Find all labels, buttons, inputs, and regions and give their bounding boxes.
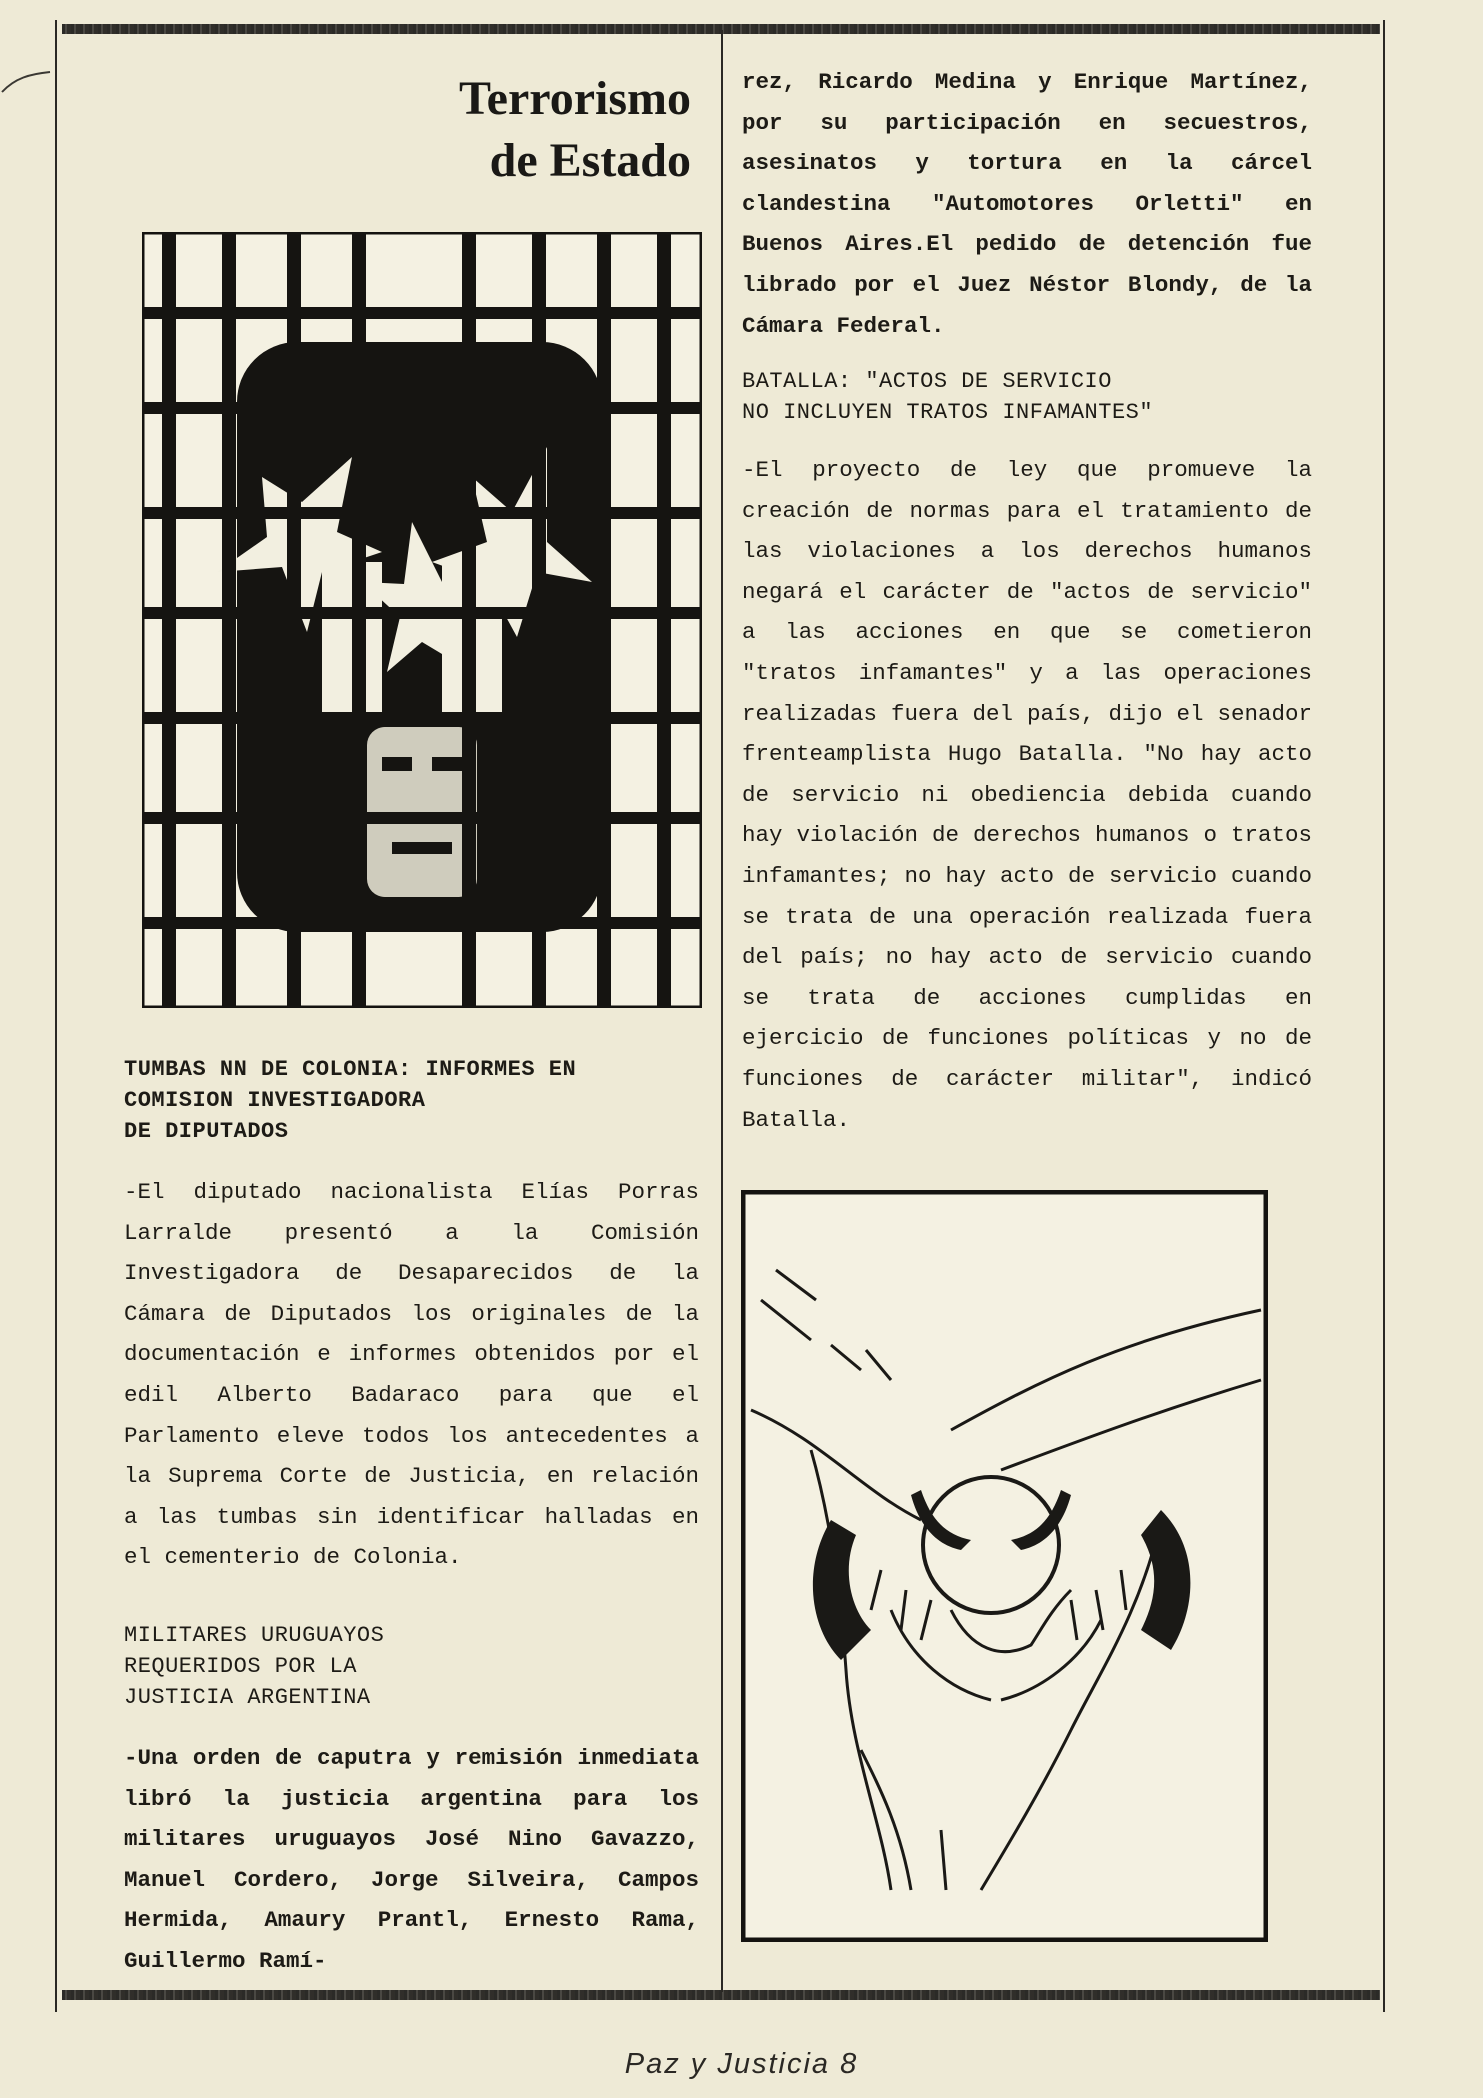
article-1-headline (124, 1054, 576, 1147)
article-2-continuation: rez, Ricardo Medina y Enrique Martínez, por su participación en secuestros, asesinatos y tortura en la cárcel clandestina "Automotores Orletti" en Buenos Aires.El pedido de detención fue librado por el Juez Néstor Blondy, de la Cámara Federal. (742, 69, 1312, 339)
column-divider (721, 30, 723, 1992)
masthead-line-1: Terrorismo (459, 72, 691, 125)
masthead (459, 68, 691, 192)
article-1-headline-line: TUMBAS NN DE COLONIA: INFORMES EN (124, 1057, 577, 1082)
masthead-line-2: de Estado (489, 134, 691, 187)
page-footer: Paz y Justicia 8 (624, 2048, 859, 2080)
hands-sun-icon (741, 1190, 1268, 1942)
article-1-headline-line: COMISION INVESTIGADORA (124, 1088, 426, 1113)
article-3-headline-line: NO INCLUYEN TRATOS INFAMANTES" (742, 400, 1154, 425)
article-3-headline (742, 366, 1153, 428)
margin-mark (0, 70, 52, 94)
article-2-headline-line: JUSTICIA ARGENTINA (124, 1685, 371, 1710)
article-2-headline (124, 1620, 384, 1713)
prison-bars-icon (142, 232, 702, 1008)
illustration-hands-sun (741, 1190, 1268, 1942)
illustration-prison-bars (142, 232, 702, 1008)
article-3-body: -El proyecto de ley que promueve la creación de normas para el tratamiento de las violaciones a los derechos humanos negará el carácter de "actos de servicio" a las acciones en que se cometieron "tratos infamantes" y a las operaciones realizadas fuera del país, dijo el senador frenteamplista Hugo Batalla. "No hay acto de servicio ni obediencia debida cuando hay violación de derechos humanos o tratos infamantes; no hay acto de servicio cuando se trata de una operación realizada fuera del país; no hay acto de servicio cuando se trata de acciones cumplidas en ejercicio de funciones políticas y no de funciones de carácter militar", indicó Batalla. (742, 457, 1312, 1133)
article-3-headline-line: BATALLA: "ACTOS DE SERVICIO (742, 369, 1112, 394)
article-2-body: -Una orden de caputra y remisión inmediata libró la justicia argentina para los militares uruguayos José Nino Gavazzo, Manuel Cordero, Jorge Silveira, Campos Hermida, Amaury Prantl, Ernesto Rama, Guillermo Ramí- (124, 1745, 699, 1974)
article-2-headline-line: MILITARES URUGUAYOS (124, 1623, 385, 1648)
article-2-headline-line: REQUERIDOS POR LA (124, 1654, 357, 1679)
article-1-body: -El diputado nacionalista Elías Porras Larralde presentó a la Comisión Investigadora de Desaparecidos de la Cámara de Diputados los originales de la documentación e informes obtenidos por el edil Alberto Badaraco para que el Parlamento eleve todos los antecedentes a la Suprema Corte de Justicia, en relación a las tumbas sin identificar halladas en el cementerio de Colonia. (124, 1179, 699, 1571)
article-1-headline-line: DE DIPUTADOS (124, 1119, 289, 1144)
